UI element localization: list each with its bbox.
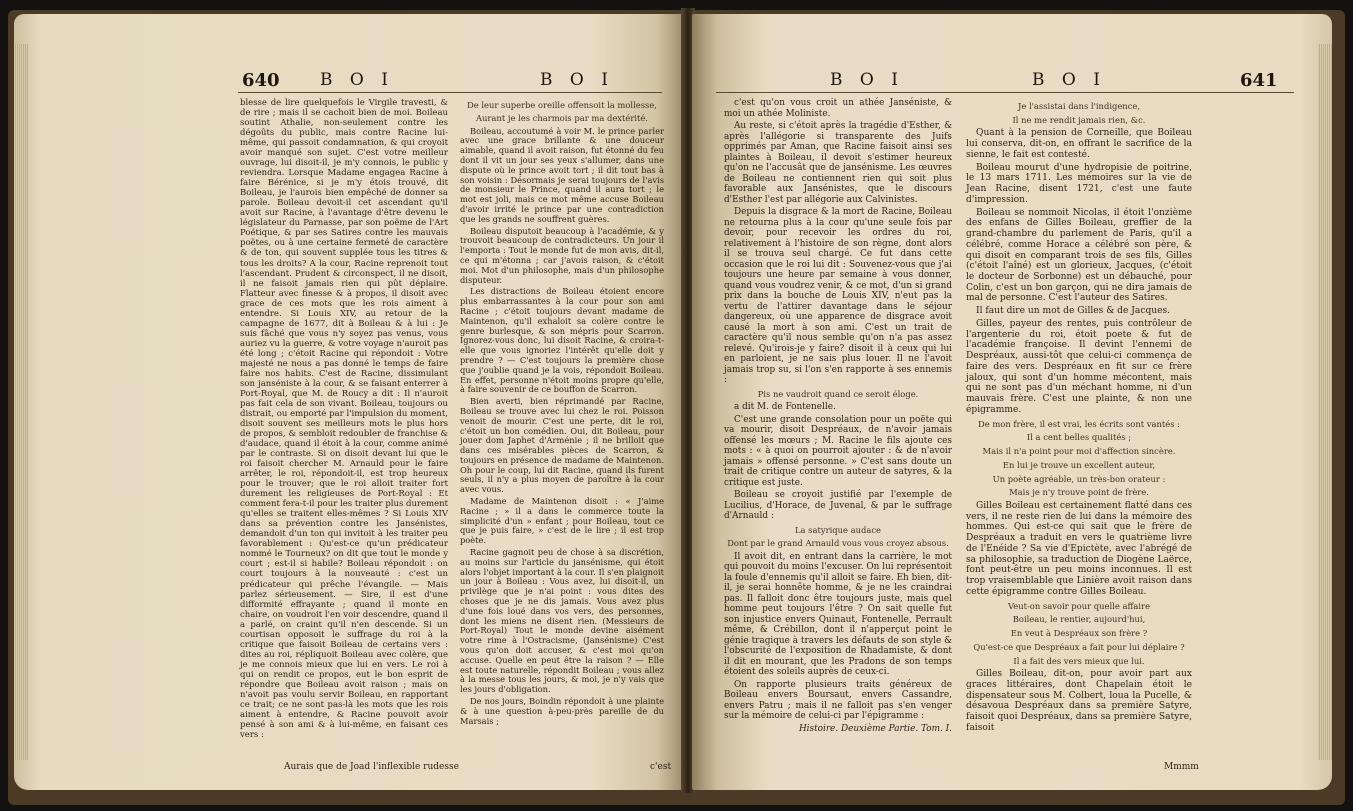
- left-col2-paragraph: De nos jours, Boindin répondoit à une plainte & à une question à-peu-près pareille de du Marsais ;: [460, 696, 664, 726]
- right-page-edges: [1318, 44, 1332, 760]
- right-col2-verse-line: Je l'assistai dans l'indigence,: [1017, 101, 1141, 111]
- left-col2-catchword: c'est: [650, 762, 672, 772]
- right-col2-verse-line: Mais il n'a point pour moi d'affection sincère.: [982, 446, 1176, 457]
- left-col2-paragraph: Les distractions de Boileau étoient encore plus embarrassantes à la cour pour son ami Racine ; c'étoit toujours devant madame de Maintenon, qu'il exhaloit sa colère contre le genre burlesque, & son mépris pour Scarron. Ignorez-vous donc, lui disoit Racine, & croira-t-elle que vous ignoriez l'intérêt qu'elle doit y prendre ? — C'est toujours la première chose que j'oublie quand je la vois, répondoit Boileau. En effet, personne n'étoit moins propre qu'elle, à faire souvenir de ce bouffon de Scarron.: [460, 286, 664, 395]
- right-col2-verse-line: Boileau, le rentier, aujourd'hui,: [1012, 614, 1146, 625]
- left-page-edges: [14, 44, 28, 760]
- right-col1-paragraph: Boileau se croyoit justifié par l'exemple de Lucilius, d'Horace, de Juvenal, & par le suffrage d'Arnauld :: [724, 490, 952, 521]
- right-col2-verse-line: En lui je trouve un excellent auteur,: [1002, 459, 1156, 470]
- left-col2-paragraph: Bien averti, bien réprimandé par Racine, Boileau se trouve avec lui chez le roi. Poisson venoit de mourir. C'est une perte, dit le roi, c'étoit un bon comédien. Oui, dit Boileau, pour jouer dom Japhet d'Arménie ; il ne brilloit que dans ces misérables pièces de Scarron, & toujours en présence de madame de Maintenon. Oh pour le coup, lui dit Racine, quand ils furent seuls, il n'y a plus moyen de paroître à la cour avec vous.: [460, 396, 664, 495]
- right-column-1: [724, 98, 952, 736]
- left-page: [14, 14, 684, 790]
- right-col1-paragraph: C'est une grande consolation pour un poëte qui va mourir, disoit Despréaux, de n'avoir jamais offensé les mœurs ; M. Racine le fils ajoute ces mots : « à quoi on pourroit ajouter : & de n'avoir jamais » offensé personne. » C'est sans doute un trait de critique contre un auteur de satyres, & la critique est juste.: [724, 414, 952, 488]
- right-col2-verse-line: Il a cent belles qualités ;: [1026, 432, 1132, 443]
- left-column-1: [240, 98, 448, 742]
- right-col2-paragraph: Gilles Boileau, dit-on, pour avoir part aux graces littéraires, dont Chapelain étoit le dispensateur sous M. Colbert, loua la Pucelle, & désavoua Despréaux dans sa première Satyre, faisoit quoi Despréaux, dans sa première Satyre, faisoit: [966, 669, 1192, 733]
- right-running-head-1: B O I: [830, 70, 904, 90]
- right-col2-verse-line: Qu'est-ce que Despréaux a fait pour lui déplaire ?: [973, 641, 1185, 652]
- left-col2-verse-line: Aurant je les charmois par ma dextérité.: [475, 112, 649, 123]
- right-col2-verse-line: Il ne me rendit jamais rien, &c.: [1012, 114, 1146, 125]
- right-col2-paragraph: Boileau mourut d'une hydropisie de poitrine, le 13 mars 1711. Les mémoires sur la vie de Jean Racine, disent 1721, c'est une faute d'impression.: [966, 162, 1192, 205]
- right-col2-paragraph: Boileau se nommoit Nicolas, il étoit l'onzième des enfans de Gilles Boileau, greffier de la grand-chambre du parlement de Paris, qu'il a célébré, comme Horace a célébré son père, & qui disoit en comparant trois de ses fils, Gilles (c'étoit l'aîné) est un glorieux, Jacques, (c'étoit le docteur de Sorbonne) est un débauché, pour Colin, c'est un bon garçon, qui ne dira jamais de mal de personne. C'est l'auteur des Satires.: [966, 207, 1192, 304]
- left-col2-paragraph: Racine gagnoit peu de chose à sa discrétion, au moins sur l'article du jansénisme, qui étoit alors l'objet important à la cour. Il s'en plaignoit un jour à Boileau : Vous avez, lui disoit-il, un privilège que je n'ai point : vous dites des choses que je ne dis jamais. Vous avez plus d'une fois loué dans vos vers, des personnes, dont les miens ne disent rien. (Messieurs de Port-Royal) Tout le monde devine aisément votre rime à l'Ostracisme, (Jansénisme) C'est vous qu'on doit accuser, & c'est moi qu'on accuse. Quelle en peut être la raison ? — Elle est toute naturelle, répondit Boileau ; vous allez à la messe tous les jours, & moi, je n'y vais que les jours d'obligation.: [460, 547, 664, 695]
- right-col1-paragraph: a dit M. de Fontenelle.: [734, 402, 836, 412]
- right-running-head-2: B O I: [1032, 70, 1106, 90]
- right-col1-paragraph: Il avoit dit, en entrant dans la carrière, le mot qui pouvoit du moins l'excuser. On lui représentoit la foule d'ennemis qu'il alloit se faire. Eh bien, dit-il, je serai honnête homme, & je ne les craindrai pas. Il falloit donc être toujours juste, mais quel homme peut toujours l'être ? On sait quelle fut son injustice envers Quinaut, Fontenelle, Perrault même, & Crébillon, dont il n'apperçut point le génie tragique à travers les défauts de son style & l'obscurité de l'exposition de Rhadamiste, & dont il dit en mourant, que les Pradons de son temps étoient des soleils auprès de ceux-ci.: [724, 551, 952, 677]
- left-head-rule: [238, 92, 662, 93]
- right-col2-paragraph: Gilles Boileau est certainement flatté dans ces vers, il ne reste rien de lui dans la mémoire des hommes. Qui est-ce qui sait que le frère de Despréaux a traduit en vers le quatrième livre de l'Enéide ? Sa vie d'Epictète, avec l'abrégé de sa philosophie, sa traduction de Diogène Laërce, font peut-être un peu moins inconnues. Il est trop vraisemblable que Linière avoit raison dans cette épigramme contre Gilles Boileau.: [966, 500, 1192, 597]
- right-col1-verse-line: Pis ne vaudroit quand ce seroit éloge.: [757, 388, 919, 399]
- left-col1-catchline: Aurais que de Joad l'inflexible rudesse: [284, 762, 459, 772]
- right-col2-verse-line: Il a fait des vers mieux que lui.: [1013, 655, 1145, 666]
- right-col1-paragraph: c'est qu'on vous croit un athée Janséniste, & moi un athée Moliniste.: [724, 98, 952, 119]
- right-col2-catchword: Mmmm: [1164, 762, 1199, 772]
- right-col2-paragraph: Quant à la pension de Corneille, que Boileau lui conserva, dit-on, en offrant le sacrifice de la sienne, le fait est contesté.: [966, 128, 1192, 160]
- left-column-2: [460, 98, 664, 728]
- right-col1-paragraph: On rapporte plusieurs traits généreux de Boileau envers Boursaut, envers Cassandre, envers Patru ; mais il ne falloit pas s'en venger sur la mémoire de celui-ci par l'épigramme :: [724, 679, 952, 721]
- right-col1-verse-line: Dont par le grand Arnauld vous vous croyez absous.: [727, 538, 949, 548]
- left-col2-paragraph: Boileau, accoutumé à voir M. le prince parler avec une grace brillante & une douceur aimable, quand il avoit raison, fut étonné du feu dont il vit un jour ses yeux s'allumer, dans une dispute où le prince avoit tort ; il dit tout bas à son voisin : Désormais je serai toujours de l'avis de monsieur le Prince, quand il aura tort ; le mot est joli, mais ce mot même accuse Boileau d'avoir irrité le prince par une contradiction que les grands ne souffrent guères.: [460, 125, 664, 224]
- left-col2-paragraph: Boileau disputoit beaucoup à l'académie, & y trouvoit beaucoup de contradicteurs. Un jour il l'emporta : Tout le monde fut de mon avis, dit-il, ce qui m'étonna ; car j'avois raison, & c'étoit moi. Mot d'un philosophe, mais d'un philosophe disputeur.: [460, 225, 664, 285]
- left-running-head-1: B O I: [320, 70, 394, 90]
- right-col1-paragraph: Au reste, si c'étoit après la tragédie d'Esther, & après l'allégorie si transparente des Juifs opprimés par Aman, que Racine faisoit ainsi ses plaintes à Boileau, il devoit s'estimer heureux qu'on ne l'accusât que de jansénisme. Les œuvres de Boileau ne contiennent rien qui soit plus favorable aux Jansénistes, que le discours d'Esther l'est par allégorie aux Calvinistes.: [724, 121, 952, 205]
- right-page-number: 641: [1240, 70, 1278, 91]
- right-column-2: [966, 98, 1192, 736]
- right-col1-paragraph: Depuis la disgrace & la mort de Racine, Boileau ne retourna plus à la cour qu'une seule fois par devoir, pour recevoir les ordres du roi, relativement à l'histoire de son règne, dont alors il se trouva seul chargé. Ce fut dans cette occasion que le roi lui dit : Souvenez-vous que j'ai toujours une heure par semaine à vous donner, quand vous voudrez venir, & ce mot, d'un si grand prix dans la bouche de Louis XIV, n'eut pas la vertu de l'attirer davantage dans le séjour dangereux, où une apparence de disgrace avoit causé la mort à son ami. C'est un trait de caractère qu'il nous semble qu'on n'a pas assez relevé. Qu'irois-je y faire? disoit il à ceux qui lui en parloient, je ne sais plus louer. Il ne l'avoit jamais trop su, si l'on s'en rapporte à ses ennemis :: [724, 207, 952, 385]
- right-col1-verse-line: La satyrique audace: [794, 524, 882, 535]
- right-col2-paragraph: Gilles, payeur des rentes, puis contrôleur de l'argenterie du roi, étoit poete & fut de l'académie françoise. Il devint l'ennemi de Despréaux, aussi-tôt que celui-ci commença de faire des vers. Despréaux en fit sur ce frère jaloux, qui sont d'un homme mécontent, mais qui ne sont pas d'un méchant homme, ni d'un mauvais frère. C'est une plainte, & non une épigramme.: [966, 318, 1192, 415]
- right-col2-verse-line: Mais je n'y trouve point de frère.: [1009, 487, 1149, 498]
- left-col2-paragraph: Madame de Maintenon disoit : « J'aime Racine ; » il a dans le commerce toute la simplicité d'un » enfant ; pour Boileau, tout ce que je puis faire, » c'est de le lire ; il est trop poète.: [460, 496, 664, 546]
- right-col1-footer-note: Histoire. Deuxième Partie. Tom. I.: [798, 723, 952, 734]
- left-running-head-2: B O I: [540, 70, 614, 90]
- right-col2-verse-line: Un poète agréable, un très-bon orateur :: [992, 473, 1166, 484]
- left-page-number: 640: [242, 70, 280, 91]
- right-col2-verse-line: De mon frère, il est vrai, les écrits sont vantés :: [978, 418, 1180, 429]
- right-page: [692, 14, 1332, 790]
- right-head-rule: [716, 92, 1294, 93]
- right-col2-verse-line: Veut-on savoir pour quelle affaire: [1007, 600, 1151, 611]
- right-col2-paragraph: Il faut dire un mot de Gilles & de Jacques.: [976, 306, 1171, 317]
- right-col2-verse-line: En veut à Despréaux son frère ?: [1010, 628, 1148, 639]
- left-col1-text: blesse de lire quelquefois le Virgile travesti, & de rire ; mais il se cachoit bien de moi. Boileau soutint Athalie, non-seulement contre les dégoûts du public, mais contre Racine lui-même, qui passoit condamnation, & qui croyoit avoir manqué son sujet. C'est votre meilleur ouvrage, lui disoit-il, je m'y connois, le public y reviendra. Lorsque Madame engagea Racine à faire Bérénice, si je m'y étois trouvé, dit Boileau, je l'aurois bien empêché de donner sa parole. Boileau devoit-il cet ascendant qu'il avoit sur Racine, à l'avantage d'être devenu le législateur du Parnasse, par son poëme de l'Art Poétique, & par ses Satires contre les mauvais poëtes, ou à une certaine fermeté de caractère & de ton, qui souvent supplée tous les titres & tous les droits? A la cour, Racine reprenoit tout l'ascendant. Prudent & circonspect, il ne disoit, il ne faisoit jamais rien qui pût déplaire. Flatteur avec finesse & à propos, il disoit avec grace de ces mots que les rois aiment à entendre. Si Louis XIV, au retour de la campagne de 1677, dit à Boileau & à lui : Je suis fâché que vous n'y soyez pas venus, vous auriez vu la guerre, & votre voyage n'auroit pas été long ; c'étoit Racine qui répondoit : Votre majesté ne nous a pas donné le temps de faire faire nos habits. C'est de Racine, dissimulant son janséniste à la cour, & se faisant enterrer à Port-Royal, que M. de Roucy a dit : Il n'auroit pas fait cela de son vivant. Boileau, toujours ou distrait, ou emporté par l'impulsion du moment, disoit souvent ses meilleurs mots le plus hors de propos, & sembloit redoubler de franchise & d'audace, quand il étoit à la cour, comme animé par le contraste. Si on disoit devant lui que le roi faisoit chercher M. Arnauld pour le faire arrêter, le roi, répondoit-il, est trop heureux pour le trouver; que le roi alloit traiter fort durement les religieuses de Port-Royal : Et comment fera-t-il pour les traiter plus durement qu'elles se traitent elles-mêmes ? Si Louis XIV dans sa prévention contre les Jansénistes, demandoit d'un ton qui invitoit à les traiter peu favorablement : Qu'est-ce qu'un prédicateur nommé le Tourneux? on dit que tout le monde y court ; est-il si habile? Boileau répondoit : on court toujours à la nouveauté : c'est un prédicateur qui prêche l'évangile. — Mais parlez sérieusement. — Sire, il est d'une difformité effrayante ; quand il monte en chaire, on voudroit l'en voir descendre, quand il a parlé, on craint qu'il n'en descende. Si un courtisan opposoit le suffrage du roi à la critique que faisoit Boileau de certains vers : dites au roi, répliquoit Boileau avec colère, que je me connois mieux que lui en vers. Le roi à qui on rendit ce propos, eut le bon esprit de répondre que Boileau avoit raison ; mais on n'avoit pas voulu servir Boileau, en rapportant ce trait; ce ne sont pas-là les mots que les rois aiment à entendre, & Racine pouvoit avoir pensé à son ami & à lui-même, en faisant ces vers :: [240, 98, 449, 740]
- left-col2-verse-line: De leur superbe oreille offensoit la mollesse,: [467, 100, 657, 110]
